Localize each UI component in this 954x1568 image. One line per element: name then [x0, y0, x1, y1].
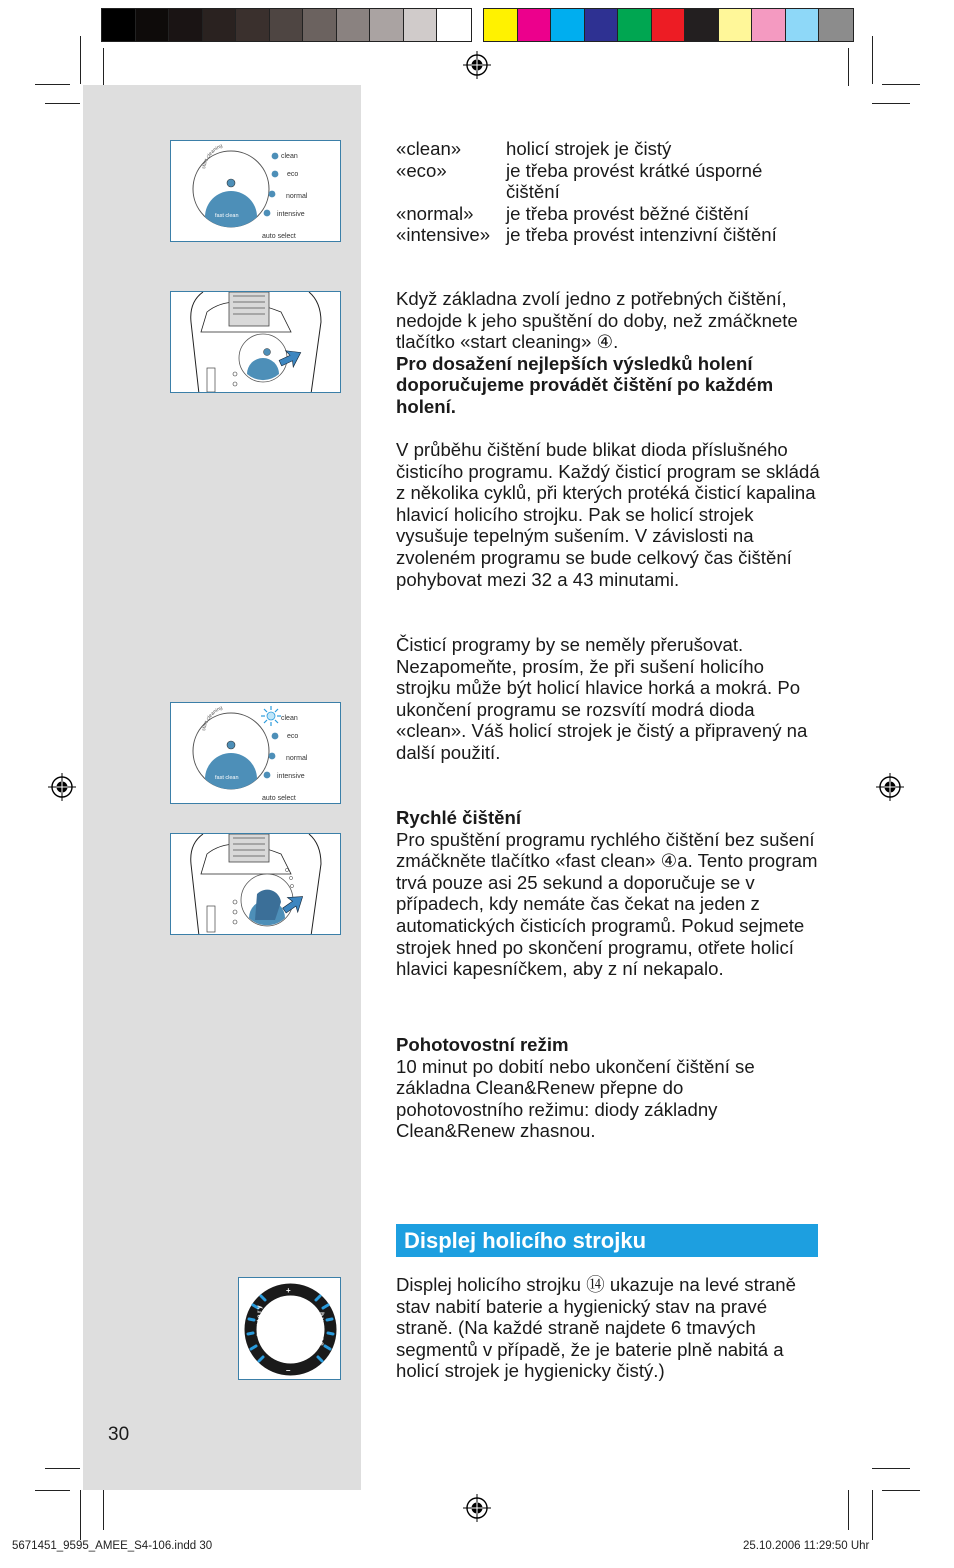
page-number: 30	[108, 1424, 130, 1445]
color-swatch	[819, 9, 853, 41]
color-swatch	[337, 9, 371, 41]
control-panel-illustration	[170, 140, 341, 242]
registration-mark-icon	[463, 51, 491, 79]
color-bar-grayscale	[101, 8, 472, 42]
intensive-label: intensive	[277, 773, 305, 780]
crop-mark	[45, 1468, 80, 1469]
crop-mark	[882, 1490, 920, 1491]
standby-heading: Pohotovostní režim	[396, 1034, 569, 1055]
clean-label: clean	[281, 153, 298, 160]
color-swatch	[652, 9, 686, 41]
standby-paragraph: 10 minut po dobití nebo ukončení čištění se základna Clean&Renew přepne do pohotovostního režimu: diody základny Clean&Renew zhasnou.	[396, 1055, 755, 1142]
color-swatch	[437, 9, 471, 41]
crop-mark	[103, 48, 104, 86]
crop-mark	[872, 36, 873, 84]
color-swatch	[752, 9, 786, 41]
registration-mark-icon	[463, 1494, 491, 1522]
definition-term: «intensive»	[396, 224, 491, 246]
start-cleaning-illustration	[170, 291, 341, 393]
definition-row	[396, 160, 821, 203]
normal-label: normal	[286, 755, 308, 762]
normal-label: normal	[286, 193, 308, 200]
crop-mark	[872, 103, 910, 104]
interruption-paragraph: Čisticí programy by se neměly přerušovat. Nezapomeňte, prosím, že při sušení holicího strojku může být holicí hlavice horká a mokrá. Po ukončení programu se rozsvítí modrá dioda «clean». Váš holicí strojek je čistý a připravený na další použití.	[396, 634, 808, 763]
cleaning-process-paragraph: V průběhu čištění bude blikat dioda příslušného čisticího programu. Každý čisticí program se skládá z několika cyklů, při kterých protéká čisticí kapalina hlavicí holicího strojku. Pak se holicí strojek vysušuje tepelným sušením. V závislosti na zvoleném programu se bude celkový čas čištění pohybovat mezi 32 a 43 minutami.	[396, 439, 820, 590]
crop-mark	[35, 1490, 70, 1491]
crop-mark	[872, 1490, 873, 1540]
crop-mark	[882, 84, 920, 85]
quick-clean-section	[396, 807, 821, 980]
clean-led-lit-icon	[171, 703, 341, 804]
definition-row	[396, 138, 821, 160]
registration-mark-icon	[876, 773, 904, 801]
definition-term: «eco»	[396, 159, 447, 181]
color-swatch	[551, 9, 585, 41]
definition-row	[396, 224, 821, 246]
start-cleaning-label: start cleaning	[201, 142, 224, 170]
crop-mark	[45, 103, 80, 104]
crop-mark	[35, 84, 70, 85]
color-swatch	[236, 9, 270, 41]
definition-row	[396, 203, 821, 225]
start-cleaning-section	[396, 288, 821, 418]
color-swatch	[618, 9, 652, 41]
crop-mark	[848, 48, 849, 86]
color-swatch	[136, 9, 170, 41]
color-swatch	[518, 9, 552, 41]
fast-clean-illustration	[170, 833, 341, 935]
eco-label: eco	[287, 733, 299, 740]
start-cleaning-paragraph: Když základna zvolí jedno z potřebných čištění, nedojde k jeho spuštění do doby, než zmáčknete tlačítko «start cleaning» ④.	[396, 288, 798, 353]
section-title: Displej holicího strojku	[396, 1224, 818, 1257]
definition-term: «clean»	[396, 138, 462, 159]
eco-label: eco	[287, 171, 299, 178]
quick-clean-paragraph: Pro spuštění programu rychlého čištění bez sušení zmáčkněte tlačítko «fast clean» ④a. Tento program trvá pouze asi 25 sekund a doporučuje se v případech, kdy nemáte čas čekat na jeden z automatických čisticích programů. Pokud sejmete strojek hned po skončení programu, otřete holicí hlavici kapesníčkem, aby z ní nekapalo.	[396, 828, 818, 980]
color-swatch	[169, 9, 203, 41]
clean-lit-panel-illustration	[170, 702, 341, 804]
auto-select-label: auto select	[262, 795, 296, 802]
crop-mark	[848, 1490, 849, 1530]
shaver-display-illustration	[238, 1277, 341, 1380]
crop-mark	[872, 1468, 910, 1469]
recommendation-paragraph: Pro dosažení nejlepších výsledků holení doporučujeme provádět čištění po každém holení.	[396, 352, 774, 417]
battery-hygiene-display-icon	[239, 1278, 341, 1380]
footer-file-info: 5671451_9595_AMEE_S4-106.indd 30	[12, 1540, 213, 1552]
color-swatch	[270, 9, 304, 41]
color-swatch	[303, 9, 337, 41]
crop-mark	[80, 1490, 81, 1540]
fast-clean-label: fast clean	[215, 213, 239, 219]
definition-description: je třeba provést intenzivní čištění	[506, 224, 777, 246]
minus-sign: –	[286, 1366, 291, 1375]
crop-mark	[80, 36, 81, 84]
color-swatch	[585, 9, 619, 41]
definition-term: «normal»	[396, 202, 474, 224]
definition-description: holicí strojek je čistý	[506, 138, 672, 159]
color-swatch	[102, 9, 136, 41]
registration-mark-icon	[48, 773, 76, 801]
auto-select-label: auto select	[262, 233, 296, 240]
fast-clean-label: fast clean	[215, 775, 239, 781]
display-paragraph: Displej holicího strojku ⑭ ukazuje na levé straně stav nabití baterie a hygienický stav na pravé straně. (Na každé straně najdete 6 tmavých segmentů v případě, že je baterie plně nabitá a holicí strojek je hygienicky čistý.)	[396, 1274, 796, 1382]
color-swatch	[786, 9, 820, 41]
press-fast-clean-icon	[171, 834, 341, 935]
standby-section	[396, 1034, 756, 1142]
plus-sign: +	[286, 1286, 291, 1295]
color-swatch	[685, 9, 719, 41]
footer-timestamp: 25.10.2006 11:29:50 Uhr	[743, 1540, 870, 1552]
crop-mark	[103, 1490, 104, 1530]
color-swatch	[370, 9, 404, 41]
clean-label: clean	[281, 715, 298, 722]
color-swatch	[203, 9, 237, 41]
press-start-button-icon	[171, 292, 341, 393]
definition-description: je třeba provést krátké úsporné čištění	[506, 159, 763, 203]
status-definitions	[396, 138, 821, 246]
color-swatch	[719, 9, 753, 41]
hygiene-label: hygiene	[318, 1312, 325, 1348]
battery-label: battery	[256, 1303, 263, 1336]
quick-clean-heading: Rychlé čištění	[396, 807, 522, 828]
color-swatch	[484, 9, 518, 41]
control-panel-icon	[171, 141, 341, 242]
definition-description: je třeba provést běžné čištění	[506, 202, 749, 224]
start-cleaning-label: start cleaning	[201, 704, 224, 732]
intensive-label: intensive	[277, 211, 305, 218]
color-bar-process	[483, 8, 854, 42]
color-swatch	[404, 9, 438, 41]
